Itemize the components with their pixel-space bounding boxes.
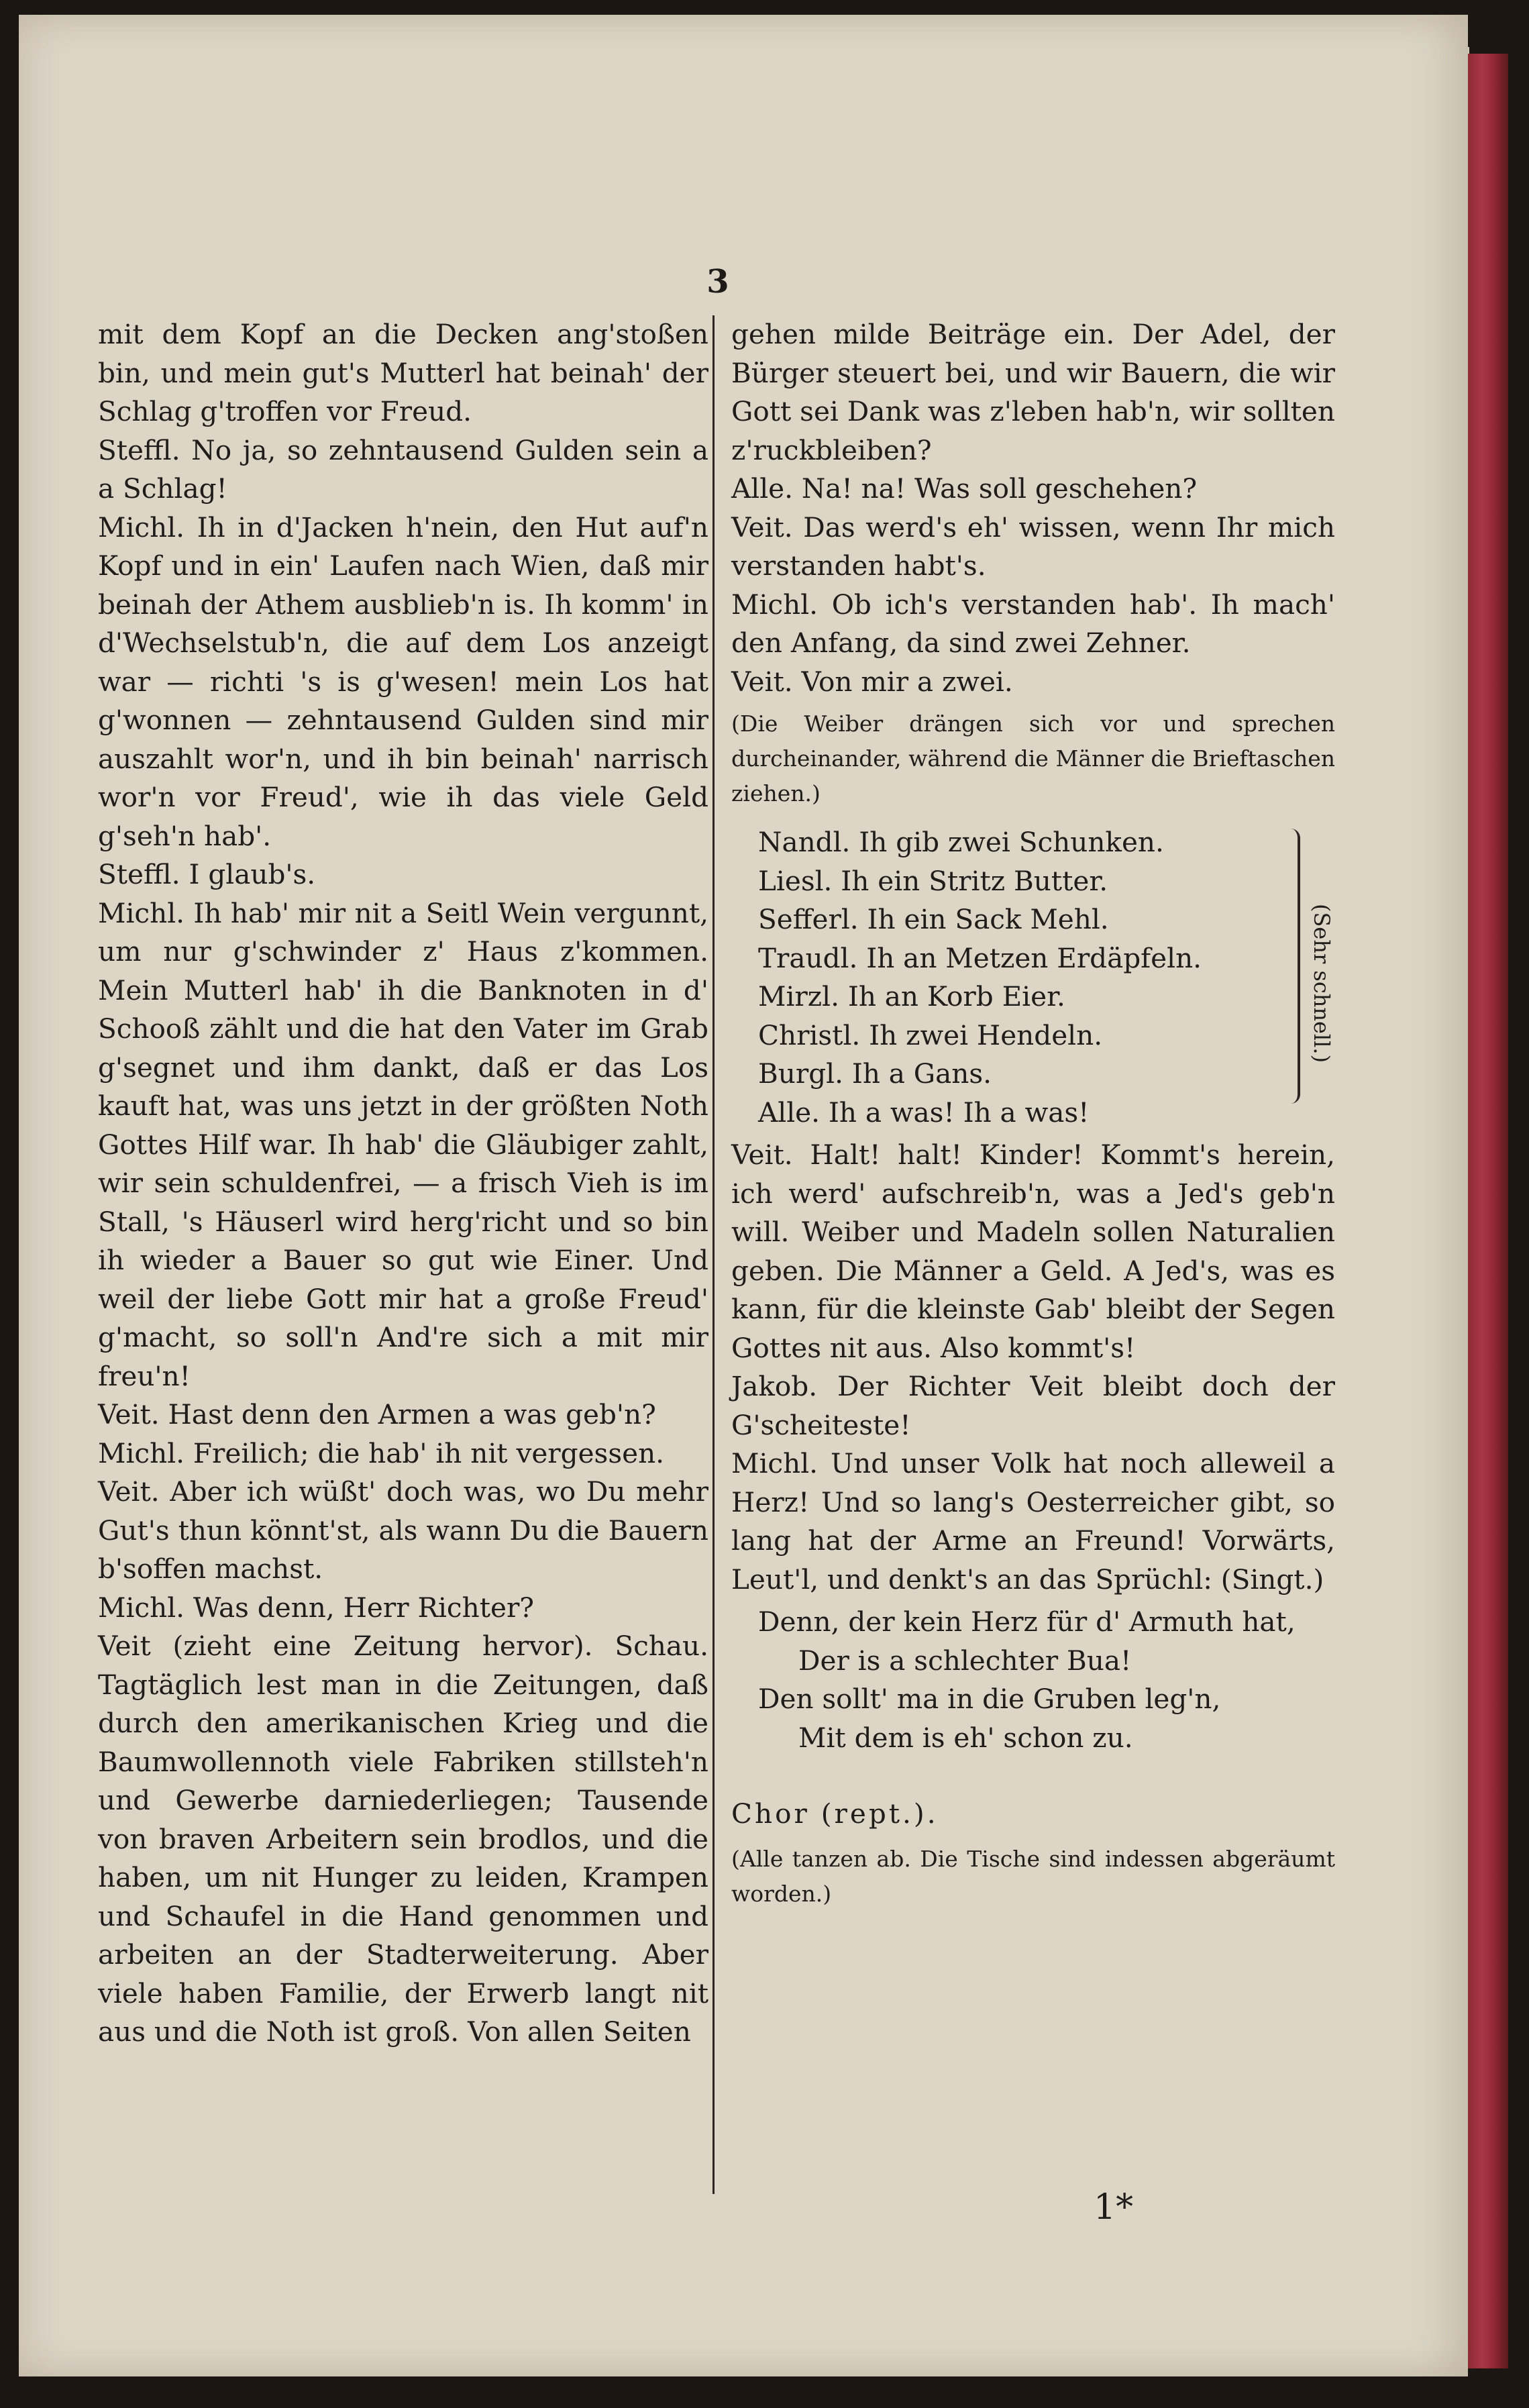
chorus-line: Christl. Ih zwei Hendeln. bbox=[758, 1018, 1103, 1051]
chorus-line: Alle. Ih a was! Ih a was! bbox=[758, 1096, 1090, 1129]
paragraph: Veit. Das werd's eh' wissen, wenn Ihr mich verstanden habt's. bbox=[731, 511, 1335, 582]
chorus-line: Mirzl. Ih an Korb Eier. bbox=[758, 980, 1065, 1012]
paragraph: Steffl. No ja, so zehntausend Gulden sein a a Schlag! bbox=[98, 433, 708, 505]
stage-direction: (Die Weiber drängen sich vor und sprechen durcheinander, während die Männer die Brieftaschen ziehen.) bbox=[731, 711, 1335, 806]
chorus-line: Nandl. Ih gib zwei Schunken. bbox=[758, 826, 1164, 858]
paragraph: Michl. Ih in d'Jacken h'nein, den Hut auf'n Kopf und in ein' Laufen nach Wien, daß mir beinah der Athem ausblieb'n is. Ih komm' in d'Wechselstub'n, die auf dem Los anzeigt war — richti 's is g'wesen! mein Los hat g'wonnen — zehntausend Gulden sind mir auszahlt wor'n, und ih bin beinah' narrisch wor'n vor Freud', wie ih das viele Geld g'seh'n hab'. bbox=[98, 511, 708, 852]
paragraph: mit dem Kopf an die Decken ang'stoßen bin, und mein gut's Mutterl hat beinah' der Schlag g'troffen vor Freud. bbox=[98, 318, 708, 427]
paragraph: Michl. Freilich; die hab' ih nit vergessen. bbox=[98, 1436, 665, 1469]
right-column bbox=[731, 315, 1335, 1922]
paragraph: Alle. Na! na! Was soll geschehen? bbox=[731, 472, 1198, 505]
chorus-line: Traudl. Ih an Metzen Erdäpfeln. bbox=[758, 941, 1202, 974]
chorus-line: Liesl. Ih ein Stritz Butter. bbox=[758, 864, 1108, 897]
signature-mark: 1* bbox=[1094, 2187, 1134, 2228]
page-number: 3 bbox=[706, 263, 729, 301]
paragraph: gehen milde Beiträge ein. Der Adel, der Bürger steuert bei, und wir Bauern, die wir Gott sei Dank was z'leben hab'n, wir sollten z'ruckbleiben? bbox=[731, 318, 1335, 466]
verse-line: Der is a schlechter Bua! bbox=[798, 1644, 1132, 1677]
stage-direction: (Alle tanzen ab. Die Tische sind indessen abgeräumt worden.) bbox=[731, 1845, 1335, 1907]
paragraph: Michl. Ih hab' mir nit a Seitl Wein vergunnt, um nur g'schwinder z' Haus z'kommen. Mein Mutterl hab' ih die Banknoten in d' Schooß zählt und die hat den Vater im Grab g'segnet und ihm dankt, daß er das Los kauft hat, was uns jetzt in der größten Noth Gottes Hilf war. Ih hab' die Gläubiger zahlt, wir sein schuldenfrei, — a frisch Vieh is im Stall, 's Häuserl wird herg'richt und so bin ih wieder a Bauer so gut wie Einer. Und weil der liebe Gott mir hat a große Freud' g'macht, so soll'n And're sich a mit mir freu'n! bbox=[98, 896, 708, 1392]
paragraph: Veit. Aber ich wüßt' doch was, wo Du mehr Gut's thun könnt'st, als wann Du die Bauern b'soffen machst. bbox=[98, 1475, 708, 1585]
paragraph: Veit. Hast denn den Armen a was geb'n? bbox=[98, 1398, 656, 1430]
paragraph: Michl. Was denn, Herr Richter? bbox=[98, 1591, 535, 1624]
verse-line: Denn, der kein Herz für d' Armuth hat, bbox=[758, 1606, 1296, 1638]
left-column bbox=[98, 315, 708, 2052]
bracket-note: (Sehr schnell.) bbox=[1309, 904, 1334, 1063]
paragraph: Veit (zieht eine Zeitung hervor). Schau. Tagtäglich lest man in die Zeitungen, daß durch den amerikanischen Krieg und die Baumwollennoth viele Fabriken stillsteh'n und Gewerbe darniederliegen; Tausende von braven Arbeitern sein brodlos, und die haben, um nit Hunger zu leiden, Krampen und Schaufel in die Hand genommen und arbeiten an der Stadterweiterung. Aber viele haben Familie, der Erwerb langt nit aus und die Noth ist groß. Von allen Seiten bbox=[98, 1630, 708, 2048]
chorus-line: Burgl. Ih a Gans. bbox=[758, 1057, 992, 1090]
paragraph: Veit. Von mir a zwei. bbox=[731, 665, 1013, 698]
chorus-list bbox=[758, 823, 1335, 1132]
verse-line: Mit dem is eh' schon zu. bbox=[798, 1721, 1133, 1754]
paragraph: Michl. Ob ich's verstanden hab'. Ih mach' den Anfang, da sind zwei Zehner. bbox=[731, 588, 1335, 659]
song-verse bbox=[758, 1603, 1335, 1757]
book-spine-red-edge bbox=[1468, 54, 1508, 2368]
verse-line: Den sollt' ma in die Gruben leg'n, bbox=[758, 1683, 1221, 1715]
paragraph: Michl. Und unser Volk hat noch alleweil a Herz! Und so lang's Oesterreicher gibt, so lang hat der Arme an Freund! Vorwärts, Leut'l, und denkt's an das Sprüchl: (Singt.) bbox=[731, 1447, 1335, 1595]
column-divider bbox=[713, 315, 715, 2194]
brace-bracket bbox=[1288, 829, 1300, 1104]
chorus-heading: Chor (rept.). bbox=[731, 1797, 939, 1830]
paragraph: Jakob. Der Richter Veit bleibt doch der G'scheiteste! bbox=[731, 1370, 1335, 1441]
paragraph: Steffl. I glaub's. bbox=[98, 858, 316, 890]
chorus-line: Sefferl. Ih ein Sack Mehl. bbox=[758, 903, 1109, 935]
paragraph: Veit. Halt! halt! Kinder! Kommt's herein, ich werd' aufschreib'n, was a Jed's geb'n will. Weiber und Madeln sollen Naturalien geben. Die Männer a Geld. A Jed's, was es kann, für die kleinste Gab' bleibt der Segen Gottes nit aus. Also kommt's! bbox=[731, 1139, 1335, 1364]
